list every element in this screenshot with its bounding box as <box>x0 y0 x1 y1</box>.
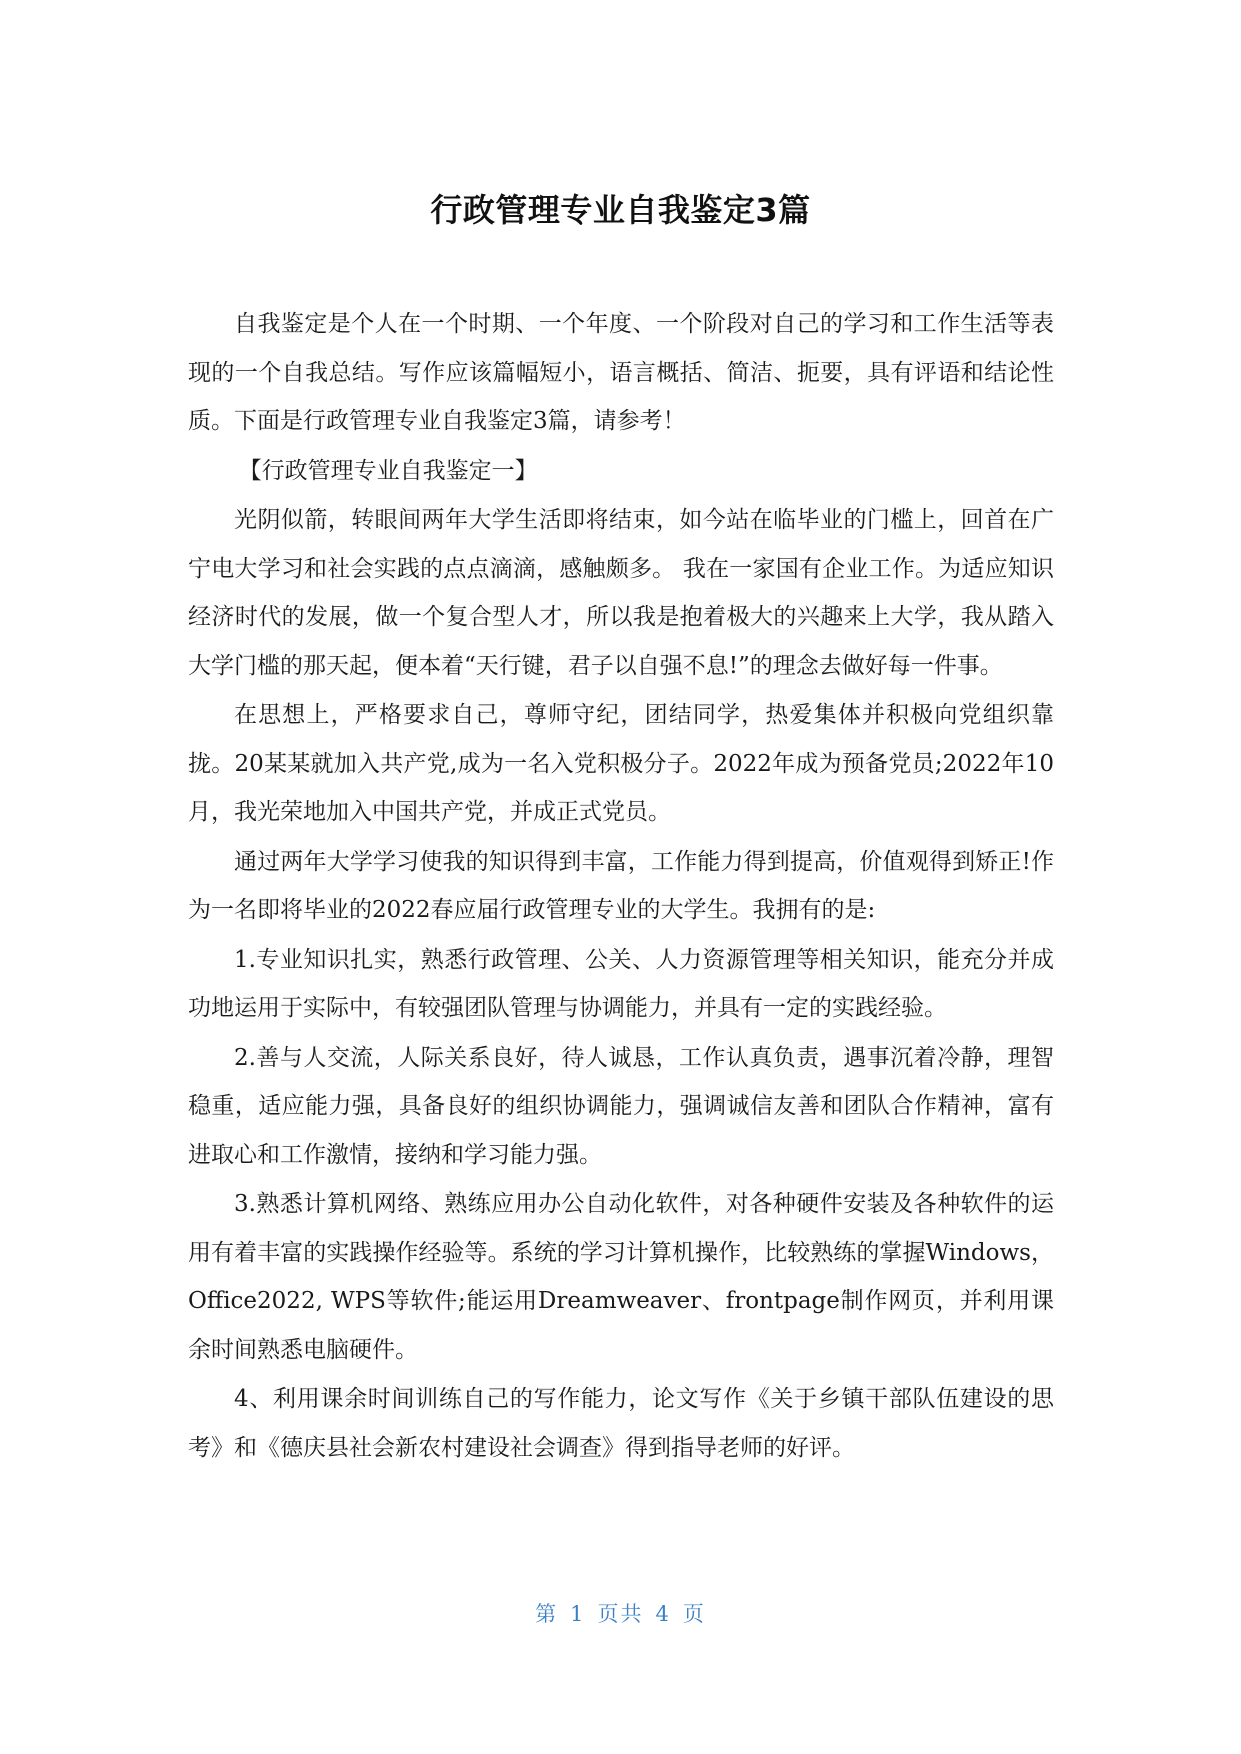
page-footer <box>0 1598 1241 1628</box>
list-item: 1.专业知识扎实，熟悉行政管理、公关、人力资源管理等相关知识，能充分并成功地运用于实际中，有较强团队管理与协调能力，并具有一定的实践经验。 <box>188 946 1054 1021</box>
intro-paragraph: 自我鉴定是个人在一个时期、一个年度、一个阶段对自己的学习和工作生活等表现的一个自我总结。写作应该篇幅短小，语言概括、简洁、扼要，具有评语和结论性质。下面是行政管理专业自我鉴定3篇，请参考！ <box>188 311 1054 434</box>
section-heading: 【行政管理专业自我鉴定一】 <box>238 457 538 484</box>
document-title: 行政管理专业自我鉴定3篇 <box>430 191 811 229</box>
footer-prefix: 第 <box>535 1602 559 1626</box>
footer-suffix: 页 <box>682 1602 706 1626</box>
footer-middle: 页共 <box>597 1602 644 1626</box>
list-item: 3.熟悉计算机网络、熟练应用办公自动化软件，对各种硬件安装及各种软件的运用有着丰富的实践操作经验等。系统的学习计算机操作，比较熟练的掌握Windows， Office2022, WPS等软件;能运用Dreamweaver、frontpage制作网页，并利用课余时间熟悉电脑硬件。 <box>188 1191 1054 1363</box>
body-paragraph: 光阴似箭，转眼间两年大学生活即将结束，如今站在临毕业的门槛上，回首在广宁电大学习和社会实践的点点滴滴，感触颇多。 我在一家国有企业工作。为适应知识经济时代的发展，做一个复合型人才，所以我是抱着极大的兴趣来上大学，我从踏入大学门槛的那天起，便本着“天行键，君子以自强不息!”的理念去做好每一件事。 <box>188 507 1054 679</box>
body-paragraph: 通过两年大学学习使我的知识得到丰富，工作能力得到提高，价值观得到矫正!作为一名即将毕业的2022春应届行政管理专业的大学生。我拥有的是: <box>188 848 1054 923</box>
document-body <box>188 300 1054 1473</box>
list-item: 2.善与人交流，人际关系良好，待人诚恳，工作认真负责，遇事沉着冷静，理智稳重，适应能力强，具备良好的组织协调能力，强调诚信友善和团队合作精神，富有进取心和工作激情，接纳和学习能力强。 <box>188 1044 1054 1168</box>
footer-page-number: 1 <box>570 1602 586 1626</box>
list-item: 4、利用课余时间训练自己的写作能力，论文写作《关于乡镇干部队伍建设的思考》和《德庆县社会新农村建设社会调查》得到指导老师的好评。 <box>188 1386 1054 1461</box>
footer-total-pages: 4 <box>655 1602 671 1626</box>
body-paragraph: 在思想上，严格要求自己，尊师守纪，团结同学，热爱集体并积极向党组织靠拢。20某某就加入共产党,成为一名入党积极分子。2022年成为预备党员;2022年10月，我光荣地加入中国共产党，并成正式党员。 <box>188 702 1054 825</box>
